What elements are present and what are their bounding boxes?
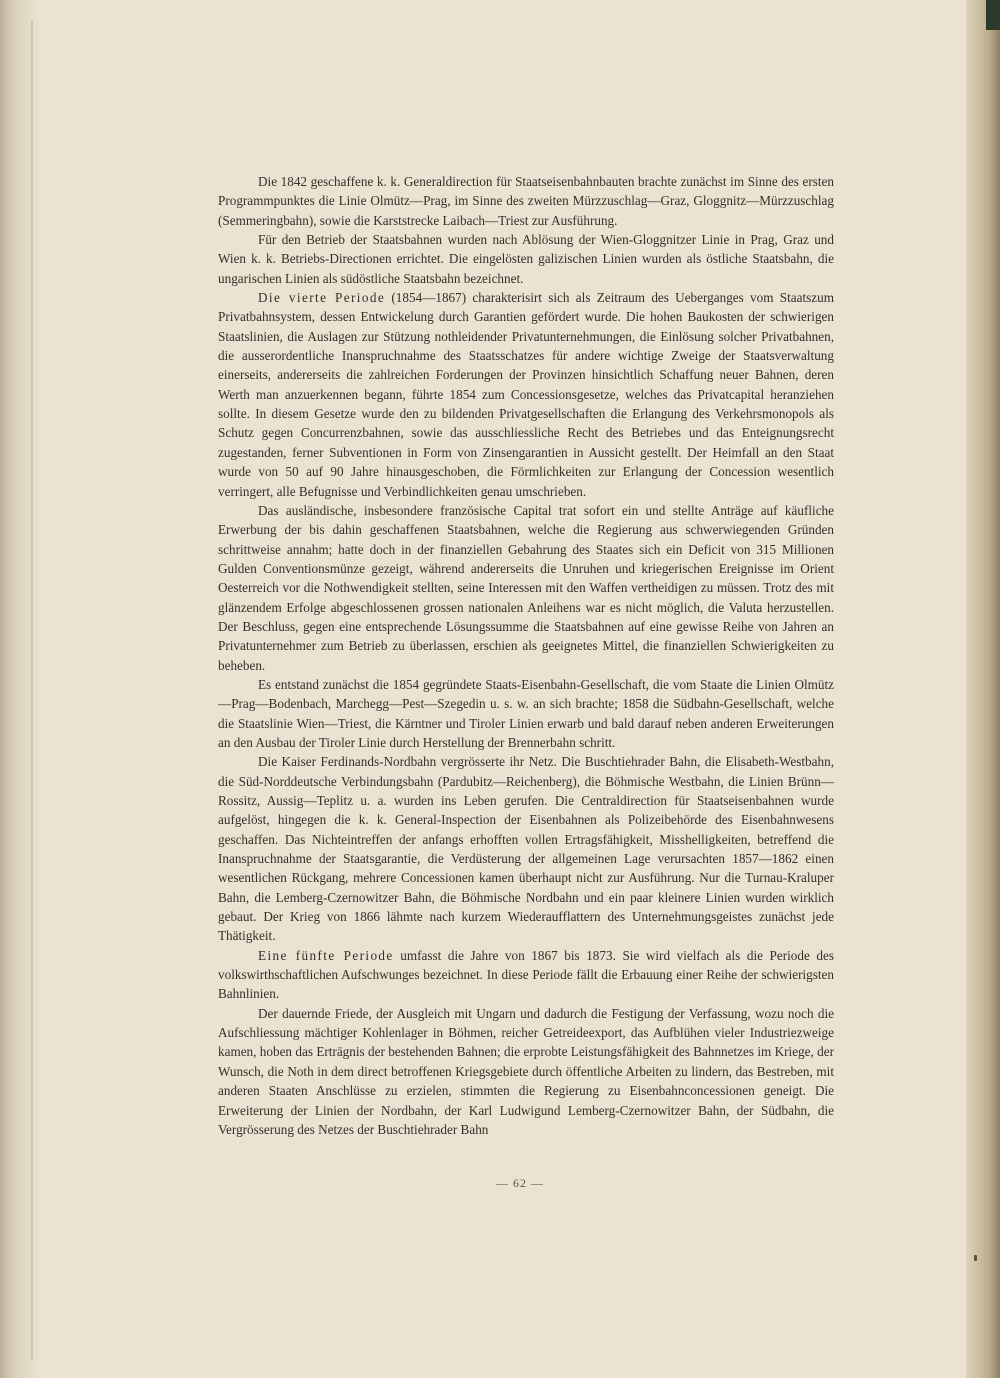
paper-speck [974, 1255, 977, 1261]
paragraph-2: Für den Betrieb der Staatsbahnen wurden nach Ablösung der Wien-Gloggnitzer Linie in Prag, Graz und Wien k. k. Betriebs-Directionen errichtet. Die eingelösten galizischen Linien wurden als östliche Staatsbahn, die ungarischen Linien als südöstliche Staatsbahn bezeichnet. [218, 232, 834, 286]
left-page-edge [0, 0, 40, 1378]
paragraph-1: Die 1842 geschaffene k. k. Generaldirection für Staatseisenbahnbauten brachte zunächst im Sinne des ersten Programmpunktes die Linie Olmütz—Prag, im Sinne des zweiten Mürzzuschlag—Graz, Gloggnitz—Mürzzuschlag (Semmeringbahn), sowie die Karststrecke Laibach—Triest zur Ausführung. [218, 174, 834, 228]
paragraph-4: Das ausländische, insbesondere französische Capital trat sofort ein und stellte Anträge auf käufliche Erwerbung der bis dahin geschaffenen Staatsbahnen, welche die Regierung aus schwerwiegenden Gründen schrittweise annahm; hatte doch in der finanziellen Gebahrung des Staates sich ein Deficit von 315 Millionen Gulden Conventionsmünze gezeigt, während andererseits die Unruhen und kriegerischen Ereignisse im Orient Oesterreich vor die Nothwendigkeit stellten, seine Interessen mit den Waffen vertheidigen zu müssen. Trotz des mit glänzendem Erfolge abgeschlossenen grossen nationalen Anleihens war es nicht möglich, die Valuta herzustellen. Der Beschluss, gegen eine entsprechende Lösungssumme die Staatsbahnen auf eine gewisse Reihe von Jahren an Privatunternehmer zum Betrieb zu überlassen, erschien als geeignetes Mittel, die finanziellen Schwierigkeiten zu beheben. [218, 502, 834, 673]
period-heading-4: Die vierte Periode [258, 290, 386, 306]
right-page-edge [966, 0, 1000, 1378]
paragraph-6: Die Kaiser Ferdinands-Nordbahn vergrösserte ihr Netz. Die Buschtiehrader Bahn, die Elisabeth-Westbahn, die Süd-Norddeutsche Verbindungsbahn (Pardubitz—Reichenberg), die Böhmische Westbahn, die Linien Brünn—Rossitz, Aussig—Teplitz u. a. wurden ins Leben gerufen. Die Centraldirection für Staatseisenbahnen wurde aufgelöst, hingegen die k. k. General-Inspection der Eisenbahnen als Polizeibehörde des Eisenbahnwesens geschaffen. Das Nichteintreffen der anfangs erhofften vollen Ertragsfähigkeit, Misshelligkeiten, betreffend die Inanspruchnahme der Staatsgarantie, die Verdüsterung der allgemeinen Lage verursachten 1857—1862 einen wesentlichen Rückgang, mehrere Concessionen kamen überhaupt nicht zur Ausführung. Nur die Turnau-Kraluper Bahn, die Lemberg-Czernowitzer Bahn, die Böhmische Nordbahn und ein paar kleinere Linien wurden wirklich gebaut. Der Krieg von 1866 lähmte nach kurzem Wiederaufflattern des Unternehmungsgeistes zunächst jede Thätigkeit. [218, 754, 834, 944]
paragraph-5: Es entstand zunächst die 1854 gegründete Staats-Eisenbahn-Gesellschaft, die vom Staate die Linien Olmütz—Prag—Bodenbach, Marchegg—Pest—Szegedin u. s. w. an sich brachte; 1858 die Südbahn-Gesellschaft, welche die Staatslinie Wien—Triest, die Kärntner und Tiroler Linien erwarb und bald darauf neben anderen Erweiterungen an den Ausbau der Tiroler Linie durch Herstellung der Brennerbahn schritt. [218, 676, 834, 750]
period-heading-5: Eine fünfte Periode [258, 947, 394, 963]
binding-tape [986, 0, 1000, 30]
paragraph-8: Der dauernde Friede, der Ausgleich mit Ungarn und dadurch die Festigung der Verfassung, wozu noch die Aufschliessung mächtiger Kohlenlager in Böhmen, reicher Getreideexport, das Aufblühen vieler Industriezweige kamen, hoben das Erträgnis der bestehenden Bahnen; die erprobte Leistungsfähigkeit des Bahnnetzes im Kriege, der Wunsch, die Noth in dem direct betroffenen Kriegsgebiete durch öffentliche Arbeiten zu lindern, das Bestreben, mit anderen Staaten Anschlüsse zu erzielen, stimmten die Regierung zu Eisenbahnconcessionen geneigt. Die Erweiterung der Linien der Nordbahn, der Karl Ludwigund Lemberg-Czernowitzer Bahn, der Südbahn, die Vergrösserung des Netzes der Buschtiehrader Bahn [218, 1005, 834, 1137]
page-number: — 62 — [496, 1176, 544, 1190]
binding-fold [31, 20, 33, 1360]
paragraph-7: Eine fünfte Periode umfasst die Jahre von 1867 bis 1873. Sie wird vielfach als die Periode des volkswirthschaftlichen Aufschwunges bezeichnet. In diese Periode fällt die Erbauung einer Reihe der schwierigsten Bahnlinien. [218, 947, 834, 1002]
body-text [218, 172, 834, 1139]
paragraph-3: Die vierte Periode (1854—1867) charakterisirt sich als Zeitraum des Ueberganges vom Staatszum Privatbahnsystem, dessen Entwickelung durch Garantien gefördert wurde. Die hohen Baukosten der schwierigen Staatslinien, die Auslagen zur Stützung nothleidender Privatunternehmungen, die Einlösung solcher Privatbahnen, die ausserordentliche Inanspruchnahme des Staatsschatzes für andere wichtige Zweige der Staatsverwaltung einerseits, andererseits die zahlreichen Forderungen der Provinzen hinsichtlich Schaffung neuer Bahnen, deren Werth man anzuerkennen begann, führte 1854 zum Concessionsgesetze, welches das Privatcapital heranziehen sollte. In diesem Gesetze wurde den zu bildenden Privatgesellschaften die Erlangung des Verkehrsmonopols als Schutz gegen Concurrenzbahnen, sowie das ausschliessliche Recht des Betriebes und das Enteignungsrecht zugestanden, ferner Subventionen in Form von Zinsengarantien in Aussicht gestellt. Der Heimfall an den Staat wurde von 50 auf 90 Jahre hinausgeschoben, die Förmlichkeiten zur Erlangung der Concession wesentlich verringert, alle Befugnisse und Verbindlichkeiten genau umschrieben. [218, 290, 834, 499]
